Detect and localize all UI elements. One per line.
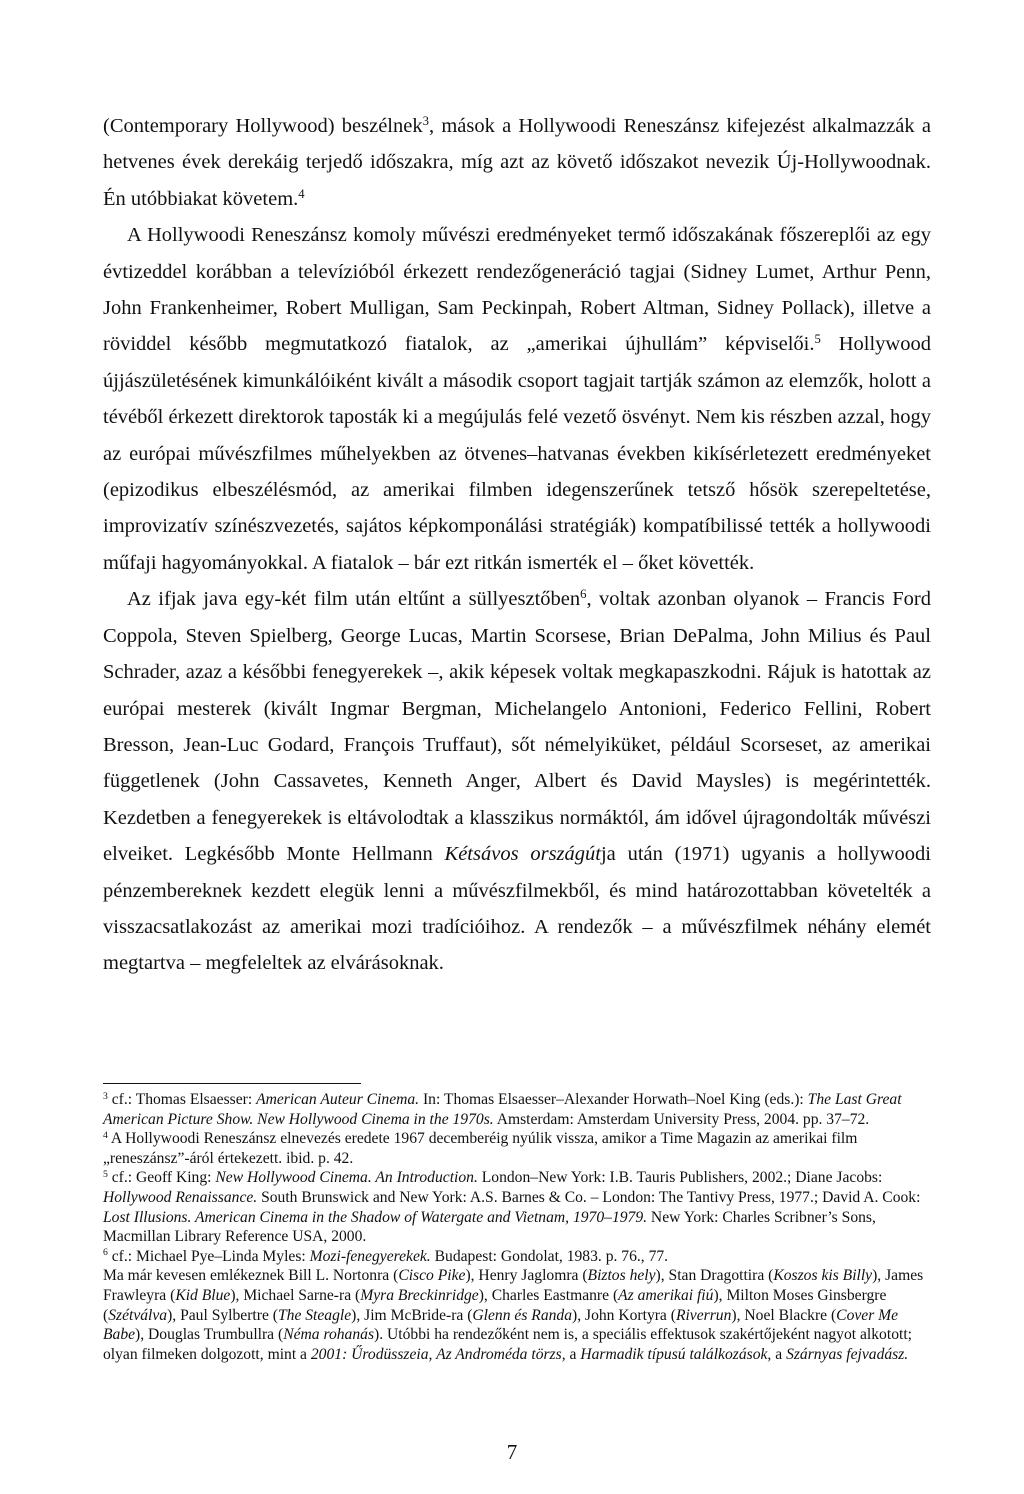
footnote-marker: 4 xyxy=(298,186,305,201)
text-run: ), Paul Sylbertre ( xyxy=(167,1306,278,1324)
footnote-marker: 3 xyxy=(103,1090,108,1102)
footnotes xyxy=(103,1090,931,1364)
text-run: ), Douglas Trumbullra ( xyxy=(135,1326,284,1344)
italic-title: Riverrun xyxy=(675,1306,732,1324)
text-run: ). Utóbbi ha rendezőként nem is, a speciális effektusok szakértőjeként nagyot alkotott; olyan filmeken dolgozott, mint a xyxy=(103,1326,912,1363)
footnote-separator xyxy=(103,1083,361,1084)
italic-title: Biztos hely xyxy=(587,1267,656,1285)
footnote-marker: 6 xyxy=(580,587,587,602)
footnote-6-continued xyxy=(103,1266,931,1364)
text-run: , mások a Hollywoodi Reneszánsz kifejezést alkalmazzák a hetvenes évek derekáig terjedő időszakra, míg azt az követő időszakot nevezik Új-Hollywoodnak. Én utóbbiakat követem. xyxy=(103,115,931,210)
text-run: ), Michael Sarne-ra ( xyxy=(230,1286,361,1304)
text-run: A Hollywoodi Reneszánsz komoly művészi eredményeket termő időszakának főszereplői az egy évtizeddel korábban a televízióból érkezett rendezőgeneráció tagjai (Sidney Lumet, Arthur Penn, John Frankenheimer, Robert Mulligan, Sam Peckinpah, Robert Altman, Sidney Pollack), illetve a röviddel később megmutatkozó fiatalok, az „amerikai újhullám” képviselői. xyxy=(103,224,931,356)
italic-title: Kétsávos országút xyxy=(444,843,601,866)
text-run: Az ifjak java egy-két film után eltűnt a süllyesztőben xyxy=(127,588,581,611)
italic-title: Néma rohanás xyxy=(283,1326,375,1344)
italic-title: Szárnyas fejvadász. xyxy=(786,1345,909,1363)
italic-title: Cisco Pike xyxy=(398,1267,466,1285)
text-run: ), John Kortyra ( xyxy=(572,1306,676,1324)
text-run: ), Charles Eastmanre ( xyxy=(478,1286,619,1304)
italic-title: Szétválva xyxy=(108,1306,168,1324)
text-run: , voltak azonban olyanok – Francis Ford Coppola, Steven Spielberg, George Lucas, Martin Scorsese, Brian DePalma, John Milius és Paul Schrader, azaz a későbbi fenegyerekek –, akik képesek voltak megkapaszkodni. Rájuk is hatottak az európai mesterek (kivált Ingmar Bergman, Michelangelo Antonioni, Federico Fellini, Robert Bresson, Jean-Luc Godard, François Truffaut), sőt némelyiküket, például Scorseset, az amerikai függetlenek (John Cassavetes, Kenneth Anger, Albert és David Maysles) is megérintették. Kezdetben a fenegyerekek is eltávolodtak a klasszikus normáktól, ám idővel újragondolták művészi elveiket. Legkésőbb Monte Hellmann xyxy=(103,588,931,866)
italic-title: Cover Me Babe xyxy=(103,1306,899,1344)
text-run: ), Milton Moses Ginsbergre ( xyxy=(103,1286,887,1324)
text-run: a xyxy=(565,1345,581,1363)
text-run: ja után (1971) ugyanis a hollywoodi pénzembereknek kezdett elegük lenni a művészfilmekből, és mind határozottabban követelték a visszacsatlakozást az amerikai mozi tradícióihoz. A rendezők – a művészfilmek néhány elemét megtartva – megfeleltek az elvárásoknak. xyxy=(103,843,931,975)
text-run: In: Thomas Elsaesser–Alexander Horwath–Noel King (eds.): xyxy=(419,1091,808,1108)
footnote-marker: 5 xyxy=(103,1169,108,1181)
text-run: Hollywood újjászületésének kimunkálóiként kivált a második csoport tagjait tartják számon az elemzők, holott a tévéből érkezett direktorok taposták ki a megújulás felé vezető ösvényt. Nem kis részben azzal, hogy az európai művészfilmes műhelyekben az ötvenes–hatvanas években kikísérletezett eredményeket (epizodikus elbeszélésmód, az amerikai filmben idegenszerűnek tetsző hősök szerepeltetése, improvizatív színészvezetés, sajátos képkomponálási stratégiák) kompatíbilissé tették a hollywoodi műfaji hagyományokkal. A fiatalok – bár ezt ritkán ismerték el – őket követték. xyxy=(103,333,931,574)
page-body xyxy=(103,108,931,982)
italic-title: Hollywood Renaissance. xyxy=(103,1188,258,1206)
text-run: ), James Frawleyra ( xyxy=(103,1267,924,1304)
text-run: cf.: Geoff King: xyxy=(107,1169,216,1187)
page-number: 7 xyxy=(506,1440,518,1464)
text-run: Budapest: Gondolat, 1983. p. 76., 77. xyxy=(430,1247,669,1265)
footnote-4 xyxy=(103,1129,931,1168)
paragraph-3 xyxy=(103,581,931,981)
text-run: New York: Charles Scribner’s Sons, Macmillan Library Reference USA, 2000. xyxy=(103,1208,876,1246)
italic-title: Glenn és Randa xyxy=(472,1306,573,1324)
italic-title: Lost Illusions. American Cinema in the Shadow of Watergate and Vietnam, 1970–1979. xyxy=(103,1208,648,1226)
text-run: cf.: Michael Pye–Linda Myles: xyxy=(107,1247,310,1265)
footnote-marker: 3 xyxy=(422,114,429,129)
text-run: Amsterdam: Amsterdam University Press, 2004. pp. 37–72. xyxy=(493,1110,870,1128)
footnote-6 xyxy=(103,1247,931,1267)
italic-title: The Steagle xyxy=(277,1306,352,1324)
italic-title: Harmadik típusú találkozások, xyxy=(580,1345,772,1363)
paragraph-1 xyxy=(103,108,931,217)
text-run: South Brunswick and New York: A.S. Barnes & Co. – London: The Tantivy Press, 1977.; David A. Cook: xyxy=(257,1188,921,1206)
footnote-marker: 4 xyxy=(103,1129,108,1141)
italic-title: New Hollywood Cinema. An Introduction. xyxy=(215,1169,478,1187)
text-run: A Hollywoodi Reneszánsz elnevezés eredete 1967 decemberéig nyúlik vissza, amikor a Time Magazin az amerikai film „reneszánsz”-áról értekezett. ibid. p. 42. xyxy=(103,1130,858,1167)
footnote-marker: 5 xyxy=(814,332,821,347)
text-run: a xyxy=(771,1345,787,1363)
text-run: ), Henry Jaglomra ( xyxy=(465,1267,588,1285)
italic-title: Koszos kis Billy xyxy=(773,1267,873,1285)
text-run: (Contemporary Hollywood) beszélnek xyxy=(103,115,423,137)
footnote-3 xyxy=(103,1090,931,1129)
paragraph-2 xyxy=(103,217,931,581)
footnote-5 xyxy=(103,1168,931,1246)
text-run: ), Noel Blackre ( xyxy=(731,1306,837,1324)
italic-title: American Auteur Cinema. xyxy=(256,1091,420,1108)
italic-title: The Last Great American Picture Show. New Hollywood Cinema in the 1970s. xyxy=(103,1091,902,1128)
body-text xyxy=(103,108,931,982)
italic-title: Mozi-fenegyerekek. xyxy=(309,1247,431,1265)
text-run: ), Jim McBride-ra ( xyxy=(351,1306,473,1324)
text-run: London–New York: I.B. Tauris Publishers, 2002.; Diane Jacobs: xyxy=(477,1169,883,1187)
footnote-marker: 6 xyxy=(103,1247,108,1259)
italic-title: Kid Blue xyxy=(175,1286,231,1304)
italic-title: Myra Breckinridge xyxy=(360,1286,479,1304)
text-run: Ma már kevesen emlékeznek Bill L. Nortonra ( xyxy=(103,1267,399,1285)
italic-title: Az amerikai fiú xyxy=(618,1286,714,1304)
italic-title: 2001: Űrodüsszeia, Az Androméda törzs, xyxy=(310,1345,566,1363)
text-run: ), Stan Dragottira ( xyxy=(655,1267,774,1285)
text-run: cf.: Thomas Elsaesser: xyxy=(107,1091,257,1108)
